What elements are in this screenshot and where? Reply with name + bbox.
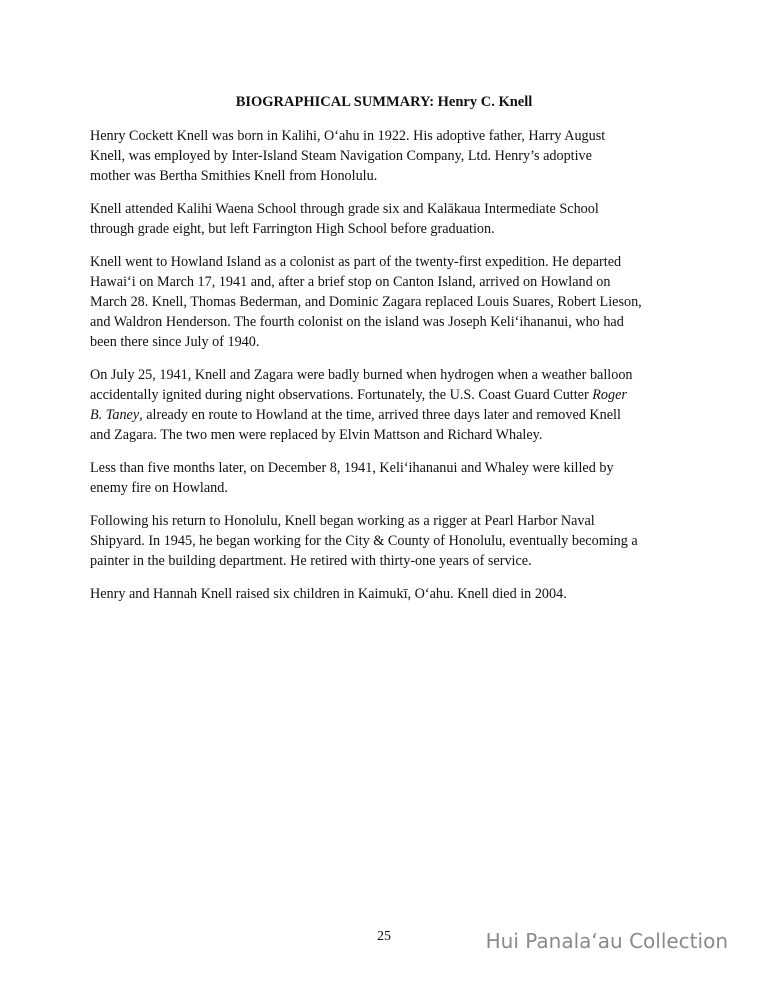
text-line: Knell went to Howland Island as a colonist as part of the twenty-first expedition. He departed xyxy=(90,254,622,270)
text-segment: , already en route to Howland at the time, arrived three days later and removed Knell xyxy=(139,407,621,423)
text-line: been there since July of 1940. xyxy=(90,334,260,350)
paragraph-education xyxy=(90,199,680,239)
paragraph-career xyxy=(90,511,680,571)
document-body xyxy=(90,126,680,617)
text-line: Following his return to Honolulu, Knell began working as a rigger at Pearl Harbor Naval xyxy=(90,513,595,529)
paragraph-family xyxy=(90,584,680,604)
paragraph-expedition xyxy=(90,252,680,352)
text-line: Hawai‘i on March 17, 1941 and, after a brief stop on Canton Island, arrived on Howland on xyxy=(90,274,611,290)
text-line: and Waldron Henderson. The fourth colonist on the island was Joseph Keli‘ihananui, who had xyxy=(90,314,624,330)
text-line: Shipyard. In 1945, he began working for the City & County of Honolulu, eventually becoming a xyxy=(90,533,638,549)
ship-name-italic: Roger xyxy=(592,387,627,403)
text-line: Knell attended Kalihi Waena School through grade six and Kalākaua Intermediate School xyxy=(90,201,599,217)
text-line: painter in the building department. He retired with thirty-one years of service. xyxy=(90,553,532,569)
collection-watermark: Hui Panala‘au Collection xyxy=(485,929,728,953)
text-line xyxy=(90,405,680,425)
paragraph-attack xyxy=(90,458,680,498)
text-segment: accidentally ignited during night observations. Fortunately, the U.S. Coast Guard Cutter xyxy=(90,387,593,403)
text-line: Henry and Hannah Knell raised six children in Kaimukī, O‘ahu. Knell died in 2004. xyxy=(90,586,567,602)
text-line: and Zagara. The two men were replaced by Elvin Mattson and Richard Whaley. xyxy=(90,427,543,443)
text-line: March 28. Knell, Thomas Bederman, and Dominic Zagara replaced Louis Suares, Robert Lieson, xyxy=(90,294,642,310)
text-line: enemy fire on Howland. xyxy=(90,480,228,496)
text-line: Less than five months later, on December 8, 1941, Keli‘ihananui and Whaley were killed by xyxy=(90,460,614,476)
page-number: 25 xyxy=(377,929,391,944)
text-line: Knell, was employed by Inter-Island Steam Navigation Company, Ltd. Henry’s adoptive xyxy=(90,148,592,164)
text-line: Henry Cockett Knell was born in Kalihi, O‘ahu in 1922. His adoptive father, Harry August xyxy=(90,128,606,144)
paragraph-birth xyxy=(90,126,680,186)
text-line: through grade eight, but left Farrington High School before graduation. xyxy=(90,221,495,237)
ship-name-italic: B. Taney xyxy=(90,407,140,423)
text-line xyxy=(90,385,680,405)
text-line: On July 25, 1941, Knell and Zagara were badly burned when hydrogen when a weather balloon xyxy=(90,367,633,383)
text-line: mother was Bertha Smithies Knell from Honolulu. xyxy=(90,168,378,184)
page-title: BIOGRAPHICAL SUMMARY: Henry C. Knell xyxy=(235,94,533,110)
paragraph-accident xyxy=(90,365,680,445)
